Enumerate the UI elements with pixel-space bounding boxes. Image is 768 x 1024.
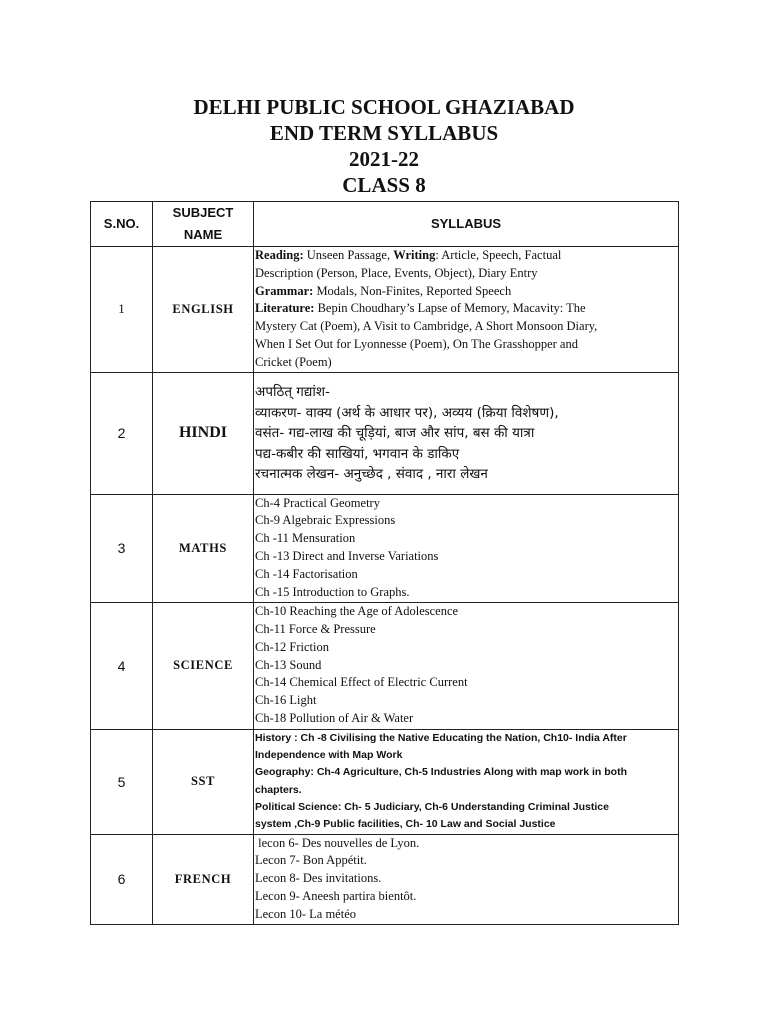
table-row: [91, 494, 679, 602]
syllabus-line: Literature: Bepin Choudhary’s Lapse of Memory, Macavity: The: [255, 301, 586, 316]
syllabus-line: Lecon 10- La météo: [255, 906, 356, 921]
header-sno: S.NO.: [91, 202, 153, 247]
table-row: [91, 372, 679, 494]
syllabus-line: Ch -11 Mensuration: [255, 531, 356, 546]
row-syllabus: [254, 372, 679, 494]
syllabus-line: Ch -13 Direct and Inverse Variations: [255, 549, 439, 564]
syllabus-line: Lecon 9- Aneesh partira bientôt.: [255, 888, 417, 903]
table-row: [91, 247, 679, 373]
row-subject: MATHS: [153, 494, 254, 602]
table-row: [91, 602, 679, 729]
syllabus-line: Ch-10 Reaching the Age of Adolescence: [255, 604, 459, 619]
syllabus-line: रचनात्मक लेखन- अनुच्छेद , संवाद , नारा लेखन: [255, 466, 488, 483]
syllabus-line: Political Science: Ch- 5 Judiciary, Ch-6 Understanding Criminal Justice: [255, 800, 609, 813]
row-syllabus: [254, 602, 679, 729]
syllabus-line: chapters.: [255, 783, 302, 796]
syllabus-line: Ch-11 Force & Pressure: [255, 622, 376, 637]
syllabus-line: Ch-9 Algebraic Expressions: [255, 513, 396, 528]
row-subject: ENGLISH: [153, 247, 254, 373]
document-header: [0, 94, 768, 198]
syllabus-line: Ch-4 Practical Geometry: [255, 495, 380, 510]
syllabus-line: Reading: Unseen Passage, Writing: Article, Speech, Factual: [255, 248, 562, 262]
header-subject-line1: SUBJECT: [172, 205, 234, 220]
header-subject-line2: NAME: [183, 227, 223, 242]
syllabus-line: Lecon 8- Des invitations.: [255, 871, 382, 886]
syllabus-line: lecon 6- Des nouvelles de Lyon.: [255, 835, 420, 850]
syllabus-line: व्याकरण- वाक्य (अर्थ के आधार पर), अव्यय (क्रिया विशेषण),: [255, 404, 559, 421]
row-subject: HINDI: [153, 372, 254, 494]
row-sno: 4: [91, 602, 153, 729]
syllabus-line: Mystery Cat (Poem), A Visit to Cambridge, A Short Monsoon Diary,: [255, 319, 598, 334]
syllabus-line: Independence with Map Work: [255, 748, 403, 761]
syllabus-line: When I Set Out for Lyonnesse (Poem), On The Grasshopper and: [255, 336, 578, 351]
document-title: END TERM SYLLABUS: [269, 121, 499, 145]
academic-year: 2021-22: [349, 147, 419, 171]
syllabus-line: Ch-14 Chemical Effect of Electric Current: [255, 675, 468, 690]
syllabus-line: Ch -15 Introduction to Graphs.: [255, 584, 410, 599]
table-row: [91, 834, 679, 924]
table-row: [91, 729, 679, 834]
table-header-row: [91, 202, 679, 247]
row-subject: FRENCH: [153, 834, 254, 924]
syllabus-line: Geography: Ch-4 Agriculture, Ch-5 Industries Along with map work in both: [255, 766, 627, 779]
syllabus-line: Lecon 7- Bon Appétit.: [255, 853, 367, 868]
syllabus-line: History : Ch -8 Civilising the Native Educating the Nation, Ch10- India After: [255, 731, 627, 744]
class-label: CLASS 8: [342, 173, 426, 197]
syllabus-line: system ,Ch-9 Public facilities, Ch- 10 Law and Social Justice: [255, 818, 556, 831]
syllabus-line: अपठित् गद्यांश-: [255, 384, 330, 401]
syllabus-line: Ch-18 Pollution of Air & Water: [255, 711, 414, 726]
syllabus-line: Grammar: Modals, Non-Finites, Reported Speech: [255, 283, 512, 298]
school-name: DELHI PUBLIC SCHOOL GHAZIABAD: [193, 95, 575, 119]
syllabus-line: Description (Person, Place, Events, Object), Diary Entry: [255, 265, 538, 280]
row-sno: 6: [91, 834, 153, 924]
row-subject: SCIENCE: [153, 602, 254, 729]
syllabus-line: पद्य-कबीर की साखियां, भगवान के डाकिए: [255, 445, 460, 462]
row-syllabus: [254, 247, 679, 373]
row-sno: 3: [91, 494, 153, 602]
syllabus-line: Ch-13 Sound: [255, 657, 322, 672]
row-syllabus: [254, 834, 679, 924]
syllabus-line: Ch-16 Light: [255, 693, 317, 708]
row-syllabus: [254, 494, 679, 602]
syllabus-line: Ch -14 Factorisation: [255, 566, 358, 581]
syllabus-table: [90, 201, 679, 925]
row-sno: 2: [91, 372, 153, 494]
row-sno: 1: [91, 247, 153, 373]
row-sno: 5: [91, 729, 153, 834]
syllabus-line: वसंत- गद्य-लाख की चूड़ियां, बाज और सांप, बस की यात्रा: [255, 425, 535, 442]
row-syllabus: [254, 729, 679, 834]
syllabus-line: Ch-12 Friction: [255, 639, 329, 654]
syllabus-line: Cricket (Poem): [255, 354, 332, 369]
row-subject: SST: [153, 729, 254, 834]
header-subject: [153, 202, 254, 247]
header-syllabus: SYLLABUS: [254, 202, 679, 247]
